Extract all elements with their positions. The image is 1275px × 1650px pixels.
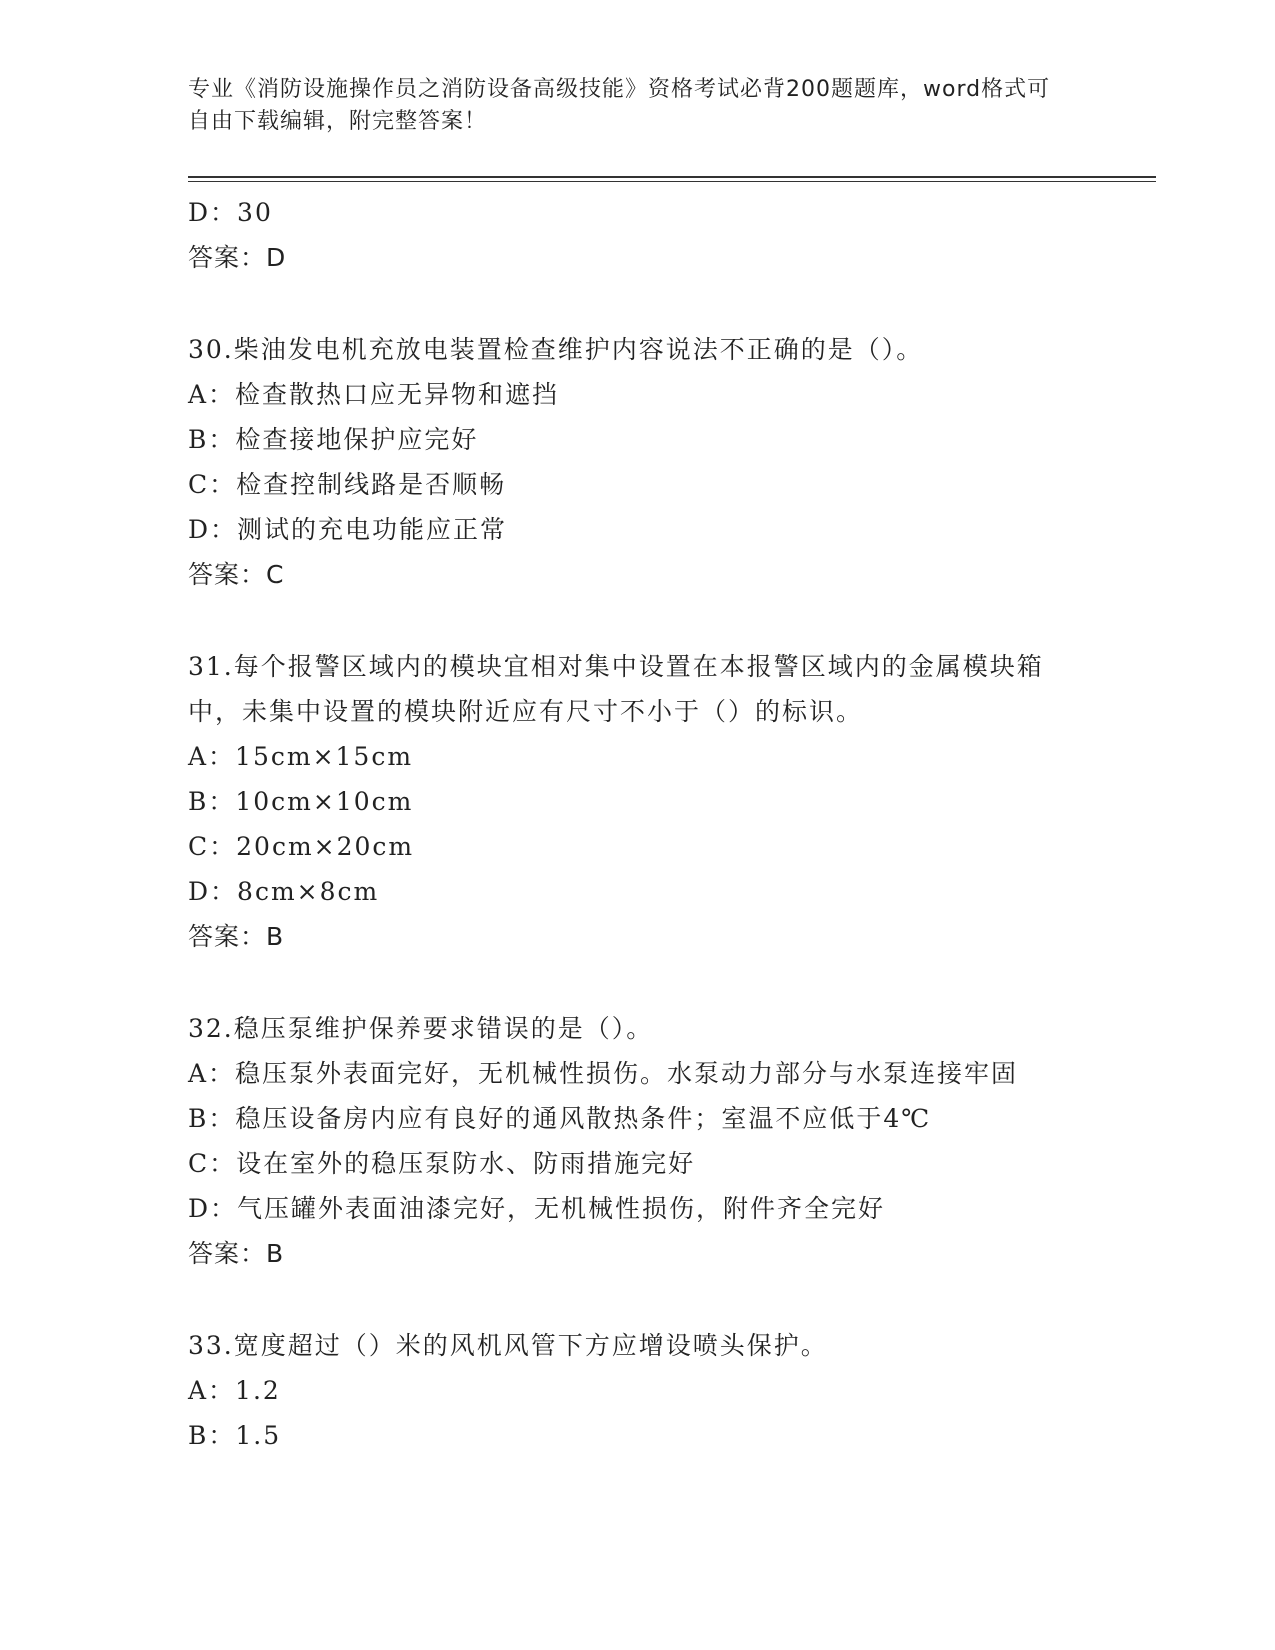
question-title: 30.柴油发电机充放电装置检查维护内容说法不正确的是（）。 xyxy=(188,335,924,364)
question-32 xyxy=(188,1006,1088,1276)
header-divider-thick xyxy=(188,176,1156,178)
option-a: A：15cm×15cm xyxy=(188,742,414,771)
header-divider-thin xyxy=(188,181,1156,182)
option-c: C：设在室外的稳压泵防水、防雨措施完好 xyxy=(188,1149,696,1178)
question-title: 32.稳压泵维护保养要求错误的是（）。 xyxy=(188,1014,654,1043)
question-title: 33.宽度超过（）米的风机风管下方应增设喷头保护。 xyxy=(188,1331,828,1360)
option-a: A：1.2 xyxy=(188,1376,281,1405)
option-a: A：稳压泵外表面完好，无机械性损伤。水泵动力部分与水泵连接牢固 xyxy=(188,1059,1019,1088)
option-d: D：8cm×8cm xyxy=(188,877,380,906)
previous-question-tail xyxy=(188,190,1088,280)
document-header: 专业《消防设施操作员之消防设备高级技能》资格考试必背200题题库，word格式可自由下载编辑，附完整答案！ xyxy=(188,77,1051,134)
option-a: A：检查散热口应无异物和遮挡 xyxy=(188,380,560,409)
answer-line: 答案：C xyxy=(188,560,285,589)
question-list xyxy=(188,190,1088,1458)
answer-line: 答案：D xyxy=(188,243,287,272)
option-b: B：稳压设备房内应有良好的通风散热条件；室温不应低于4℃ xyxy=(188,1104,932,1133)
answer-line: 答案：B xyxy=(188,1239,285,1268)
option-b: B：检查接地保护应完好 xyxy=(188,425,479,454)
option-c: C：检查控制线路是否顺畅 xyxy=(188,470,507,499)
option-c: C：20cm×20cm xyxy=(188,832,415,861)
answer-line: 答案：B xyxy=(188,922,285,951)
question-31 xyxy=(188,644,1088,959)
question-30 xyxy=(188,327,1088,597)
option-d: D：气压罐外表面油漆完好，无机械性损伤，附件齐全完好 xyxy=(188,1194,886,1223)
option-b: B：1.5 xyxy=(188,1421,282,1450)
question-title: 31.每个报警区域内的模块宜相对集中设置在本报警区域内的金属模块箱中，未集中设置的模块附近应有尺寸不小于（）的标识。 xyxy=(188,652,1044,726)
option-d: D：30 xyxy=(188,198,273,227)
question-33 xyxy=(188,1323,1088,1458)
option-d: D：测试的充电功能应正常 xyxy=(188,515,508,544)
option-b: B：10cm×10cm xyxy=(188,787,414,816)
